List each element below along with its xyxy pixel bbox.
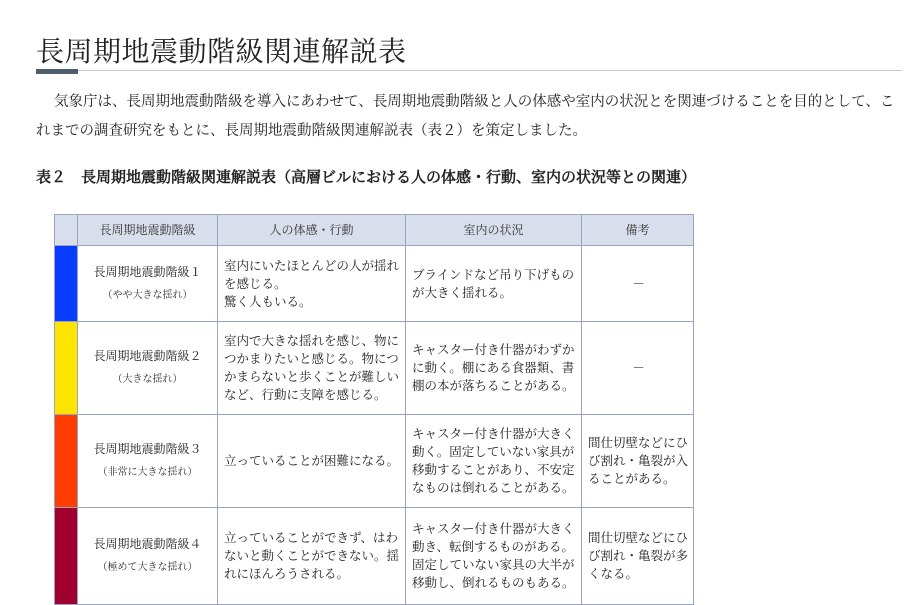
room-status-cell: キャスター付き什器が大きく動き、転倒するものがある。固定していない家具の大半が移動し、倒れるものもある。 (406, 508, 582, 605)
notes-cell: 間仕切壁などにひび割れ・亀裂が多くなる。 (582, 508, 694, 605)
level-color-swatch (55, 246, 78, 322)
table-caption: 表２ 長周期地震動階級関連解説表（高層ビルにおける人の体感・行動、室内の状況等との関連） (36, 168, 697, 186)
table-row (55, 415, 694, 508)
title-divider (36, 70, 902, 71)
long-period-motion-table (54, 214, 694, 605)
body-feeling-cell: 室内で大きな揺れを感じ、物につかまりたいと感じる。物につかまらないと歩くことが難しいなど、行動に支障を感じる。 (218, 322, 406, 415)
table-row (55, 322, 694, 415)
notes-cell: － (582, 246, 694, 322)
level-color-swatch (55, 322, 78, 415)
page-title: 長周期地震動階級関連解説表 (36, 35, 407, 68)
level-cell (78, 415, 218, 508)
table-header-row (55, 215, 694, 246)
level-cell (78, 246, 218, 322)
body-feeling-cell: 室内にいたほとんどの人が揺れを感じる。 驚く人もいる。 (218, 246, 406, 322)
header-body-feeling: 人の体感・行動 (218, 215, 406, 246)
room-status-cell: キャスター付き什器がわずかに動く。棚にある食器類、書棚の本が落ちることがある。 (406, 322, 582, 415)
level-description: （非常に大きな揺れ） (97, 467, 198, 478)
level-cell (78, 322, 218, 415)
level-cell (78, 508, 218, 605)
header-level: 長周期地震動階級 (78, 215, 218, 246)
room-status-cell: ブラインドなど吊り下げものが大きく揺れる。 (406, 246, 582, 322)
body-feeling-cell: 立っていることが困難になる。 (218, 415, 406, 508)
level-color-swatch (55, 415, 78, 508)
title-accent-bar (36, 69, 78, 74)
header-color-column (55, 215, 78, 246)
header-notes: 備考 (582, 215, 694, 246)
table-row (55, 246, 694, 322)
notes-cell: 間仕切壁などにひび割れ・亀裂が入ることがある。 (582, 415, 694, 508)
level-description: （やや大きな揺れ） (102, 289, 193, 301)
level-name: 長周期地震動階級３ (93, 442, 202, 456)
room-status-cell: キャスター付き什器が大きく動く。固定していない家具が移動することがあり、不安定なものは倒れることがある。 (406, 415, 582, 508)
body-feeling-cell: 立っていることができず、はわないと動くことができない。揺れにほんろうされる。 (218, 508, 406, 605)
level-name: 長周期地震動階級４ (93, 537, 202, 551)
level-name: 長周期地震動階級１ (93, 264, 202, 279)
notes-cell: － (582, 322, 694, 415)
intro-paragraph: 気象庁は、長周期地震動階級を導入にあわせて、長周期地震動階級と人の体感や室内の状況とを関連づけることを目的として、これまでの調査研究をもとに、長周期地震動階級関連解説表（表２）を策定しました。 (36, 94, 895, 139)
header-room-status: 室内の状況 (406, 215, 582, 246)
level-name: 長周期地震動階級２ (93, 349, 202, 363)
level-description: （大きな揺れ） (112, 374, 183, 385)
level-color-swatch (55, 508, 78, 605)
level-description: （極めて大きな揺れ） (97, 562, 198, 573)
table-row (55, 508, 694, 605)
